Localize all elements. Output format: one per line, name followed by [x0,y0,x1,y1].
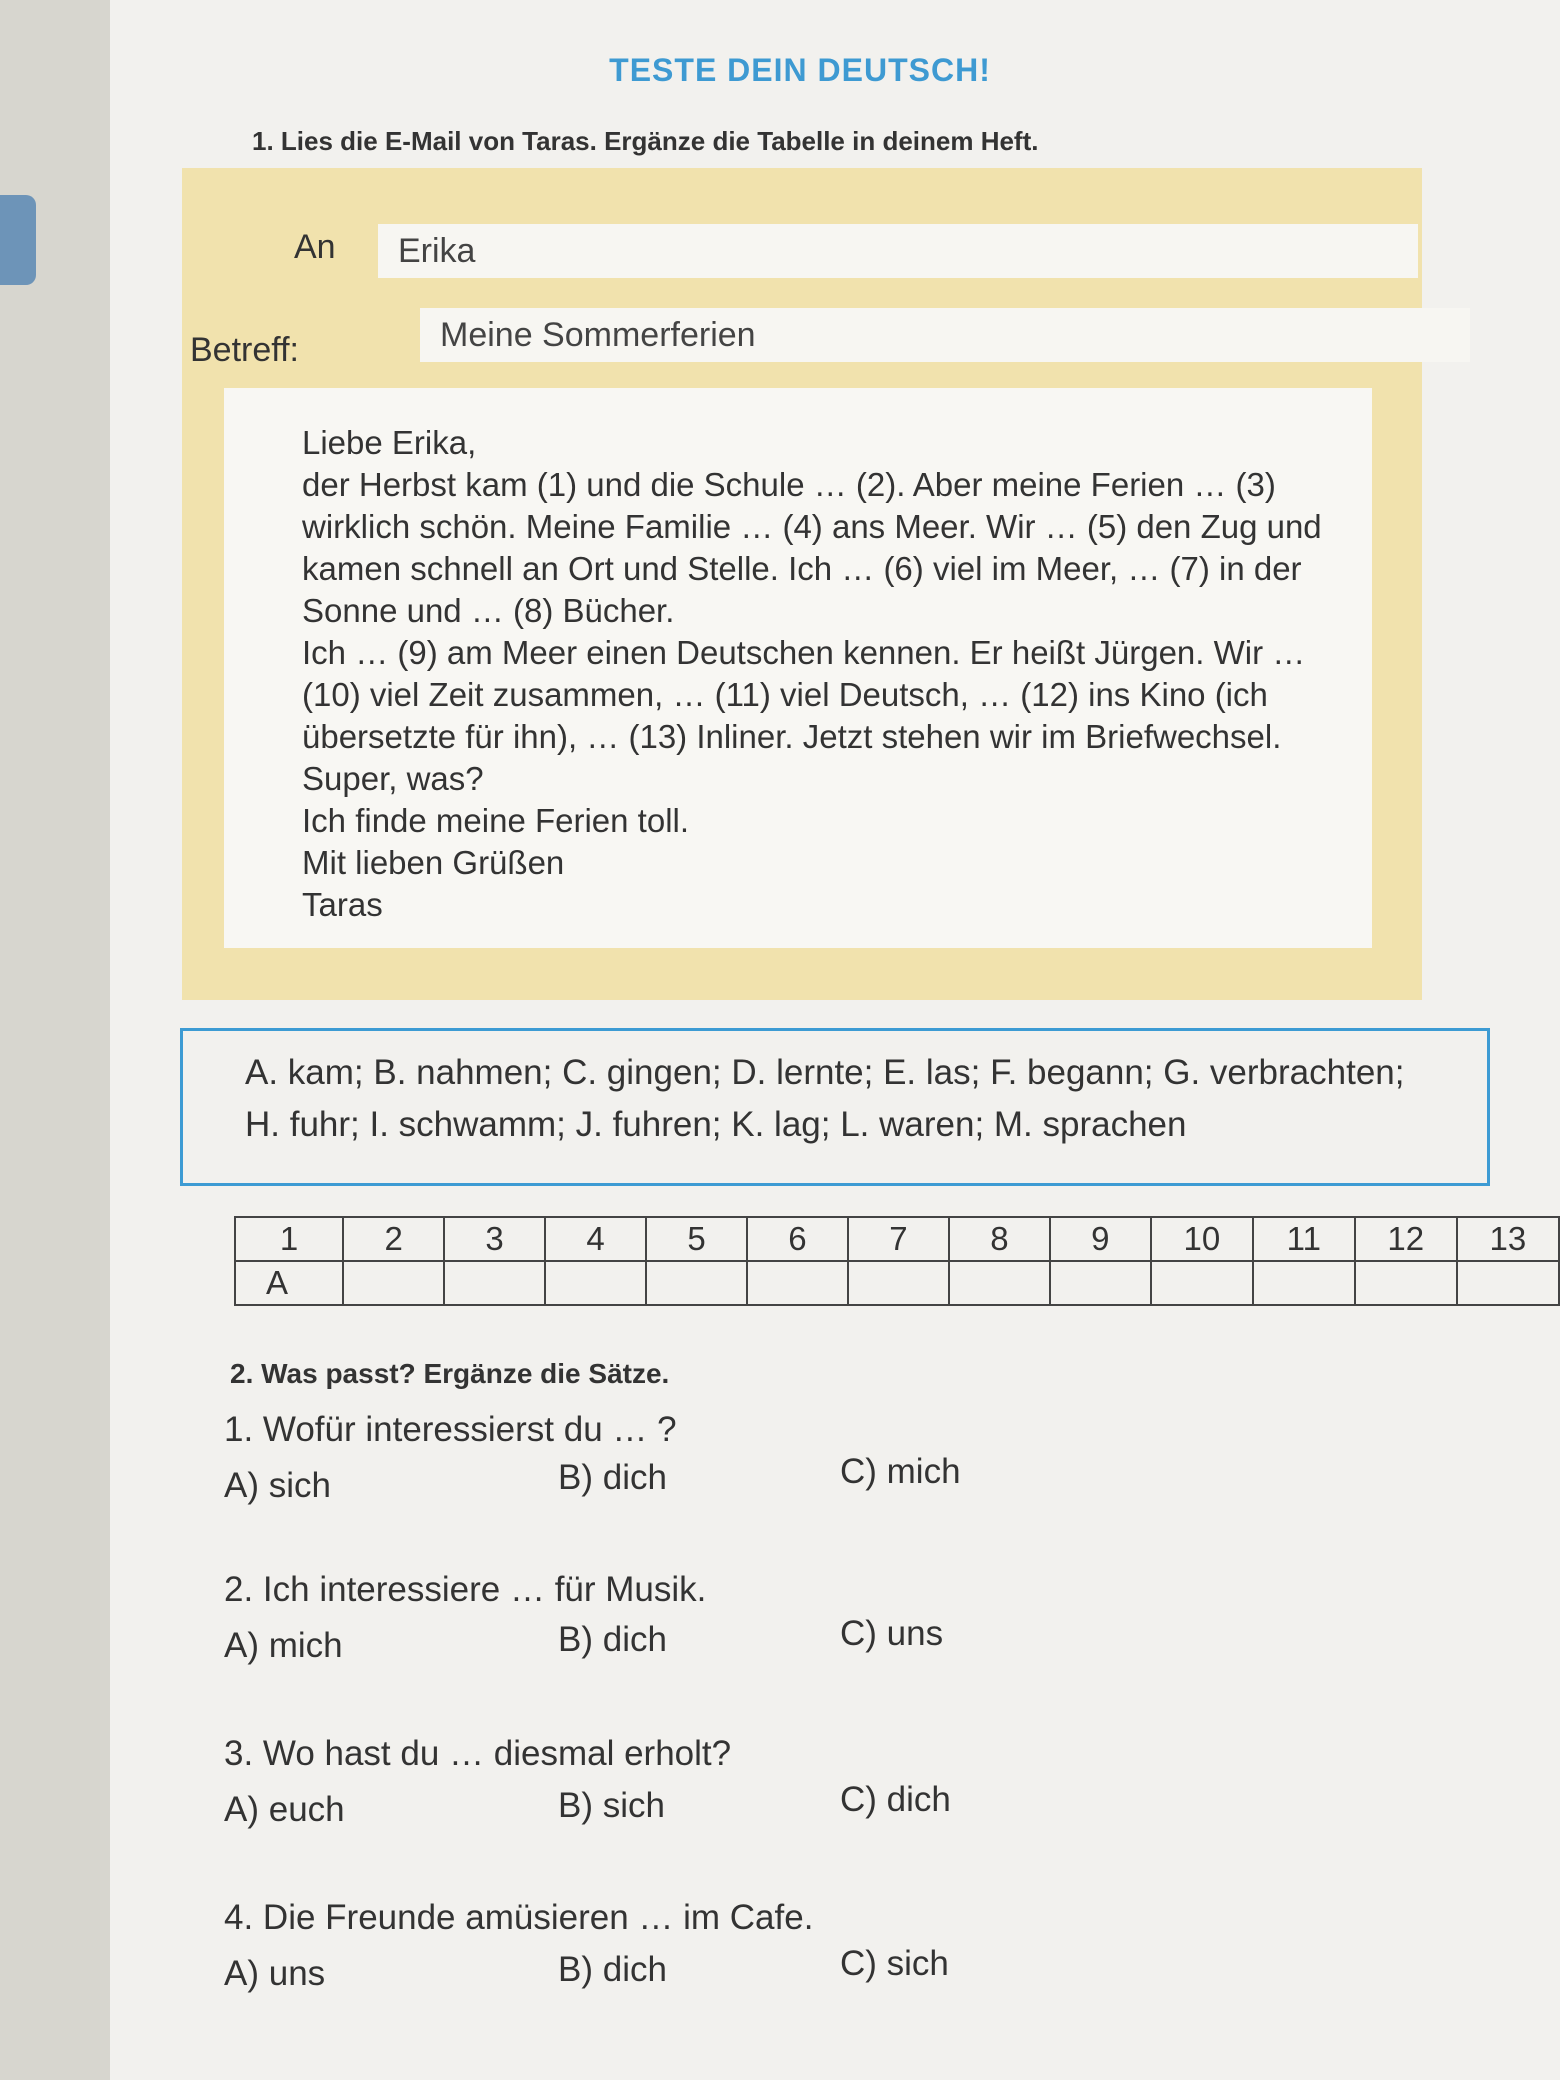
letter-line: Liebe Erika, [302,424,477,461]
question-4: 4. Die Freunde amüsieren … im Cafe. [224,1898,814,1937]
question-2-option-c: C) uns [840,1614,944,1653]
question-3-option-b: B) sich [558,1786,665,1825]
question-1-option-c: C) mich [840,1452,961,1491]
answer-table-header-row [235,1217,1559,1261]
letter-line: Ich finde meine Ferien toll. [302,802,690,839]
table-answer-cell: A [235,1261,343,1305]
table-answer-cell [848,1261,949,1305]
table-header-cell: 3 [444,1217,545,1261]
letter-line: Mit lieben Grüßen [302,844,565,881]
table-answer-cell [1050,1261,1151,1305]
table-answer-cell [1457,1261,1559,1305]
table-answer-cell [747,1261,848,1305]
question-3-option-c: C) dich [840,1780,951,1819]
email-to-label: An [294,228,336,266]
letter-line: kamen schnell an Ort und Stelle. Ich … (6) viel im Meer, … (7) in der [302,550,1302,587]
textbook-page [110,0,1560,2080]
email-to-field: Erika [378,224,1418,278]
table-header-cell: 7 [848,1217,949,1261]
table-header-cell: 13 [1457,1217,1559,1261]
letter-line: Ich … (9) am Meer einen Deutschen kennen. Er heißt Jürgen. Wir … [302,634,1306,671]
table-answer-cell [646,1261,747,1305]
options-line-1: A. kam; B. nahmen; C. gingen; D. lernte; E. las; F. begann; G. verbrachten; [245,1053,1405,1092]
email-subject-label: Betreff: [190,331,299,369]
table-answer-cell [1151,1261,1253,1305]
question-1-option-a: A) sich [224,1466,331,1505]
task2-instruction: 2. Was passt? Ergänze die Sätze. [230,1358,670,1389]
email-letter [302,422,1397,926]
table-header-cell: 10 [1151,1217,1253,1261]
page-tab-marker [0,195,36,285]
table-header-cell: 11 [1253,1217,1355,1261]
letter-line: Super, was? [302,760,484,797]
table-header-cell: 4 [545,1217,646,1261]
answer-table [234,1216,1560,1306]
question-4-option-c: C) sich [840,1944,949,1983]
letter-line: (10) viel Zeit zusammen, … (11) viel Deutsch, … (12) ins Kino (ich [302,676,1268,713]
table-header-cell: 1 [235,1217,343,1261]
left-margin [0,0,110,2080]
question-4-option-b: B) dich [558,1950,667,1989]
table-answer-cell [343,1261,444,1305]
email-subject-field: Meine Sommerferien [420,308,1470,362]
question-1-option-b: B) dich [558,1458,667,1497]
table-answer-cell [1253,1261,1355,1305]
table-answer-cell [545,1261,646,1305]
email-body [224,388,1372,948]
table-header-cell: 2 [343,1217,444,1261]
table-answer-cell [1355,1261,1457,1305]
letter-line: Sonne und … (8) Bücher. [302,592,675,629]
options-line-2: H. fuhr; I. schwamm; J. fuhren; K. lag; L. waren; M. sprachen [245,1105,1187,1144]
table-header-cell: 9 [1050,1217,1151,1261]
answer-table-answer-row [235,1261,1559,1305]
answer-options-box [180,1028,1490,1186]
table-header-cell: 8 [949,1217,1050,1261]
task1-instruction: 1. Lies die E-Mail von Taras. Ergänze die Tabelle in deinem Heft. [252,126,1039,156]
table-answer-cell [949,1261,1050,1305]
table-header-cell: 6 [747,1217,848,1261]
question-2-option-b: B) dich [558,1620,667,1659]
page-title: TESTE DEIN DEUTSCH! [609,52,991,88]
letter-line: Taras [302,886,383,923]
question-4-option-a: A) uns [224,1954,326,1993]
letter-line: der Herbst kam (1) und die Schule … (2). Aber meine Ferien … (3) [302,466,1276,503]
table-header-cell: 12 [1355,1217,1457,1261]
email-form [182,168,1422,1000]
question-1: 1. Wofür interessierst du … ? [224,1410,677,1449]
table-answer-cell [444,1261,545,1305]
table-header-cell: 5 [646,1217,747,1261]
question-3-option-a: A) euch [224,1790,345,1829]
letter-line: wirklich schön. Meine Familie … (4) ans Meer. Wir … (5) den Zug und [302,508,1322,545]
question-3: 3. Wo hast du … diesmal erholt? [224,1734,732,1773]
question-2: 2. Ich interessiere … für Musik. [224,1570,707,1609]
question-2-option-a: A) mich [224,1626,343,1665]
letter-line: übersetzte für ihn), … (13) Inliner. Jetzt stehen wir im Briefwechsel. [302,718,1282,755]
